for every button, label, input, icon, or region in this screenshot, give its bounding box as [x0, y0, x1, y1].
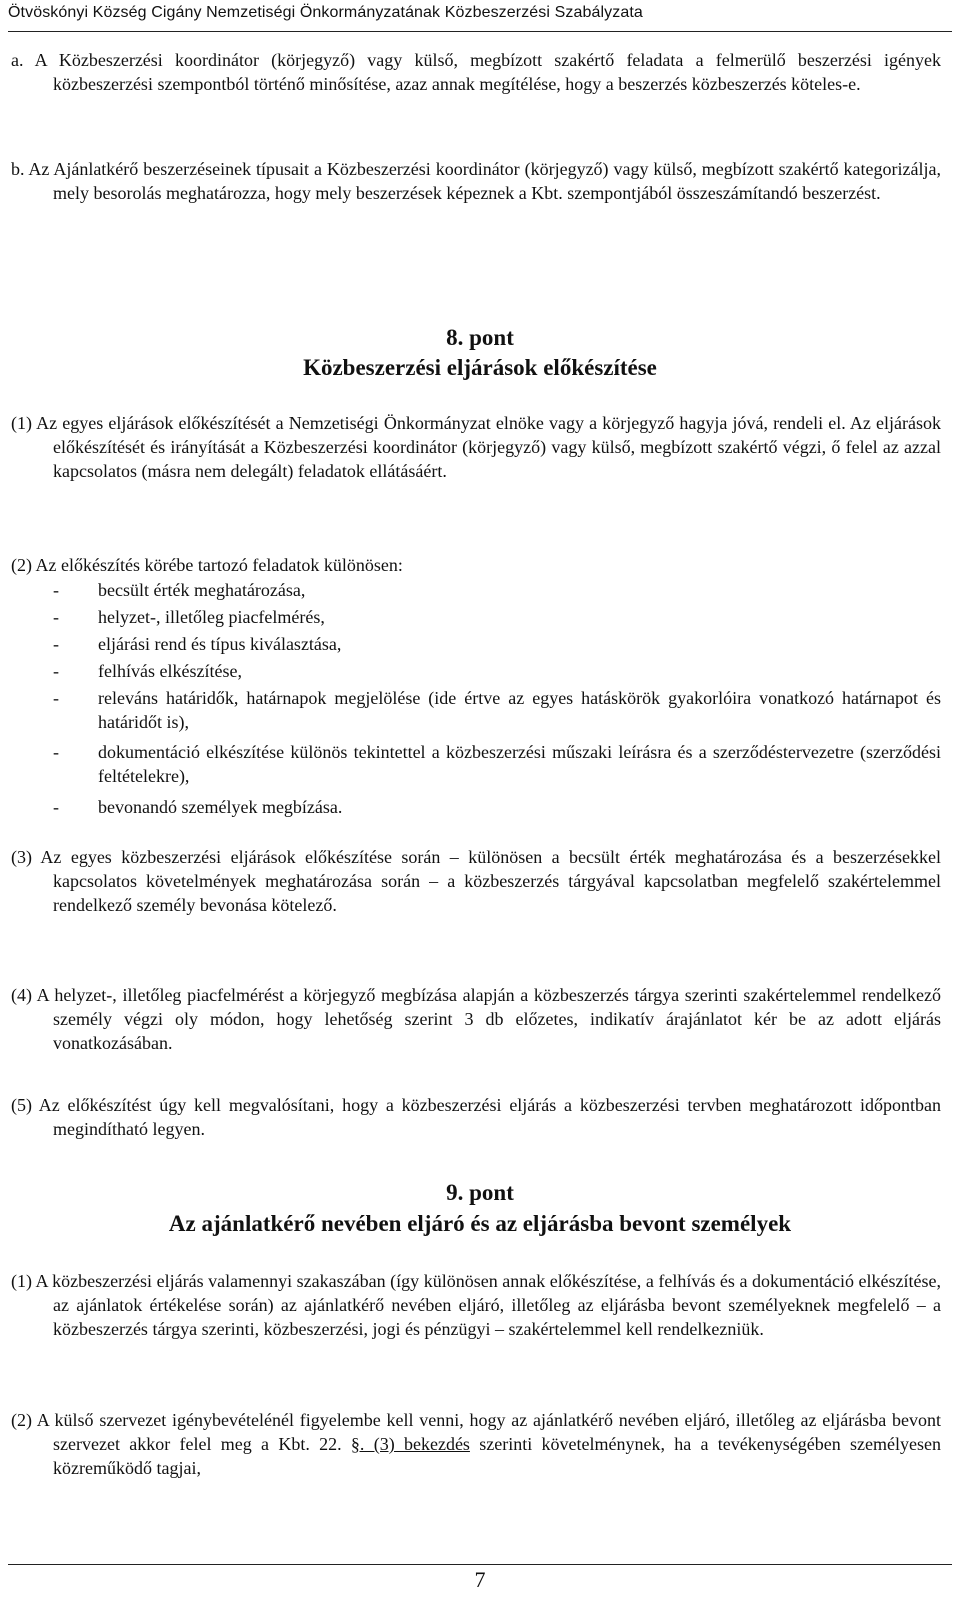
list-dash: -: [53, 797, 59, 817]
list-item-text: dokumentáció elkészítése különös tekintettel a közbeszerzési műszaki leírásra és a szerződéstervezetre (szerződési feltételekre),: [98, 742, 941, 786]
section-9-paragraph-2: [11, 1408, 941, 1480]
section-9-number: 9. pont: [446, 1180, 514, 1205]
legal-reference: §. (3) bekezdés: [350, 1434, 470, 1454]
section-9-paragraph-2-text: (2) A külső szervezet igénybevételénél figyelembe kell venni, hogy az ajánlatkérő nevében eljáró, illetőleg az eljárásba bevont szervezet akkor felel meg a Kbt. 22.: [11, 1410, 941, 1454]
paragraph-a: a. A Közbeszerzési koordinátor (körjegyző) vagy külső, megbízott szakértő feladata a felmerülő beszerzési igények közbeszerzési szempontból történő minősítése, azaz annak megítélése, hogy a beszerzés közbeszerzés köteles-e.: [11, 50, 941, 94]
section-8-number: 8. pont: [446, 325, 514, 350]
section-8-paragraph-3: (3) Az egyes közbeszerzési eljárások előkészítése során – különösen a becsült érték meghatározása és a beszerzésekkel kapcsolatos követelmények meghatározása során – a közbeszerzés tárgyával kapcsolatban megfelelő szakértelemmel rendelkező személy bevonása kötelező.: [11, 847, 941, 915]
list-item-text: helyzet-, illetőleg piacfelmérés,: [98, 607, 325, 627]
list-item: [11, 632, 941, 656]
document-header: Ötvöskónyi Község Cigány Nemzetiségi Önkormányzatának Közbeszerzési Szabályzata: [8, 4, 643, 21]
list-item-text: eljárási rend és típus kiválasztása,: [98, 634, 342, 654]
list-dash: -: [53, 742, 59, 762]
list-item: [11, 795, 941, 819]
list-item-text: bevonandó személyek megbízása.: [98, 797, 343, 817]
list-item: [11, 740, 941, 788]
list-dash: -: [53, 661, 59, 681]
section-8-paragraph-2-intro: (2) Az előkészítés körébe tartozó feladatok különösen:: [11, 555, 403, 575]
section-9-title: Az ajánlatkérő nevében eljáró és az eljárásba bevont személyek: [168, 1211, 792, 1236]
list-dash: -: [53, 634, 59, 654]
list-item-text: becsült érték meghatározása,: [98, 580, 306, 600]
list-dash: -: [53, 580, 59, 600]
section-8-title: Közbeszerzési eljárások előkészítése: [303, 355, 657, 380]
list-item-text: releváns határidők, határnapok megjelölése (ide értve az egyes hatáskörök gyakorlóira vonatkozó határnapot és határidőt is),: [98, 688, 941, 732]
list-dash: -: [53, 607, 59, 627]
section-8-paragraph-4: (4) A helyzet-, illetőleg piacfelmérést a körjegyző megbízása alapján a közbeszerzés tárgya szerinti szakértelemmel rendelkező személy végzi oly módon, hogy lehetőség szerint 3 db előzetes, indikatív árajánlatot kér be az adott eljárás vonatkozásában.: [11, 985, 941, 1053]
section-8-paragraph-1: (1) Az egyes eljárások előkészítését a Nemzetiségi Önkormányzat elnöke vagy a körjegyző hagyja jóvá, rendeli el. Az eljárások előkészítését és irányítását a Közbeszerzési koordinátor (körjegyző) vagy külső, megbízott szakértő végzi, ő felel az azzal kapcsolatos (másra nem delegált) feladatok ellátásáért.: [11, 413, 941, 481]
list-item: [11, 605, 941, 629]
list-item-text: felhívás elkészítése,: [98, 661, 242, 681]
section-9-paragraph-2-text-continued: szerinti követelménynek, ha a tevékenységében személyesen közreműködő tagjai,: [53, 1434, 941, 1478]
footer-divider: [8, 1564, 952, 1565]
list-dash: -: [53, 688, 59, 708]
list-item: [11, 659, 941, 683]
list-item: [11, 578, 941, 602]
page-number: 7: [474, 1567, 486, 1592]
header-divider: [8, 31, 952, 32]
list-item: [11, 686, 941, 734]
paragraph-b: b. Az Ajánlatkérő beszerzéseinek típusait a Közbeszerzési koordinátor (körjegyző) vagy külső, megbízott szakértő kategorizálja, mely besorolás meghatározza, hogy mely beszerzések képeznek a Kbt. szempontjából összeszámítandó beszerzést.: [11, 159, 941, 203]
section-9-paragraph-1: (1) A közbeszerzési eljárás valamennyi szakaszában (így különösen annak előkészítése, a felhívás és a dokumentáció elkészítése, az ajánlatok értékelése során) az ajánlatkérő nevében eljáró, illetőleg az eljárásba bevont személyeknek megfelelő – a közbeszerzés tárgya szerinti, közbeszerzési, jogi és pénzügyi – szakértelemmel kell rendelkezniük.: [11, 1271, 941, 1339]
section-8-paragraph-5: (5) Az előkészítést úgy kell megvalósítani, hogy a közbeszerzési eljárás a közbeszerzési tervben meghatározott időpontban megindítható legyen.: [11, 1095, 941, 1139]
